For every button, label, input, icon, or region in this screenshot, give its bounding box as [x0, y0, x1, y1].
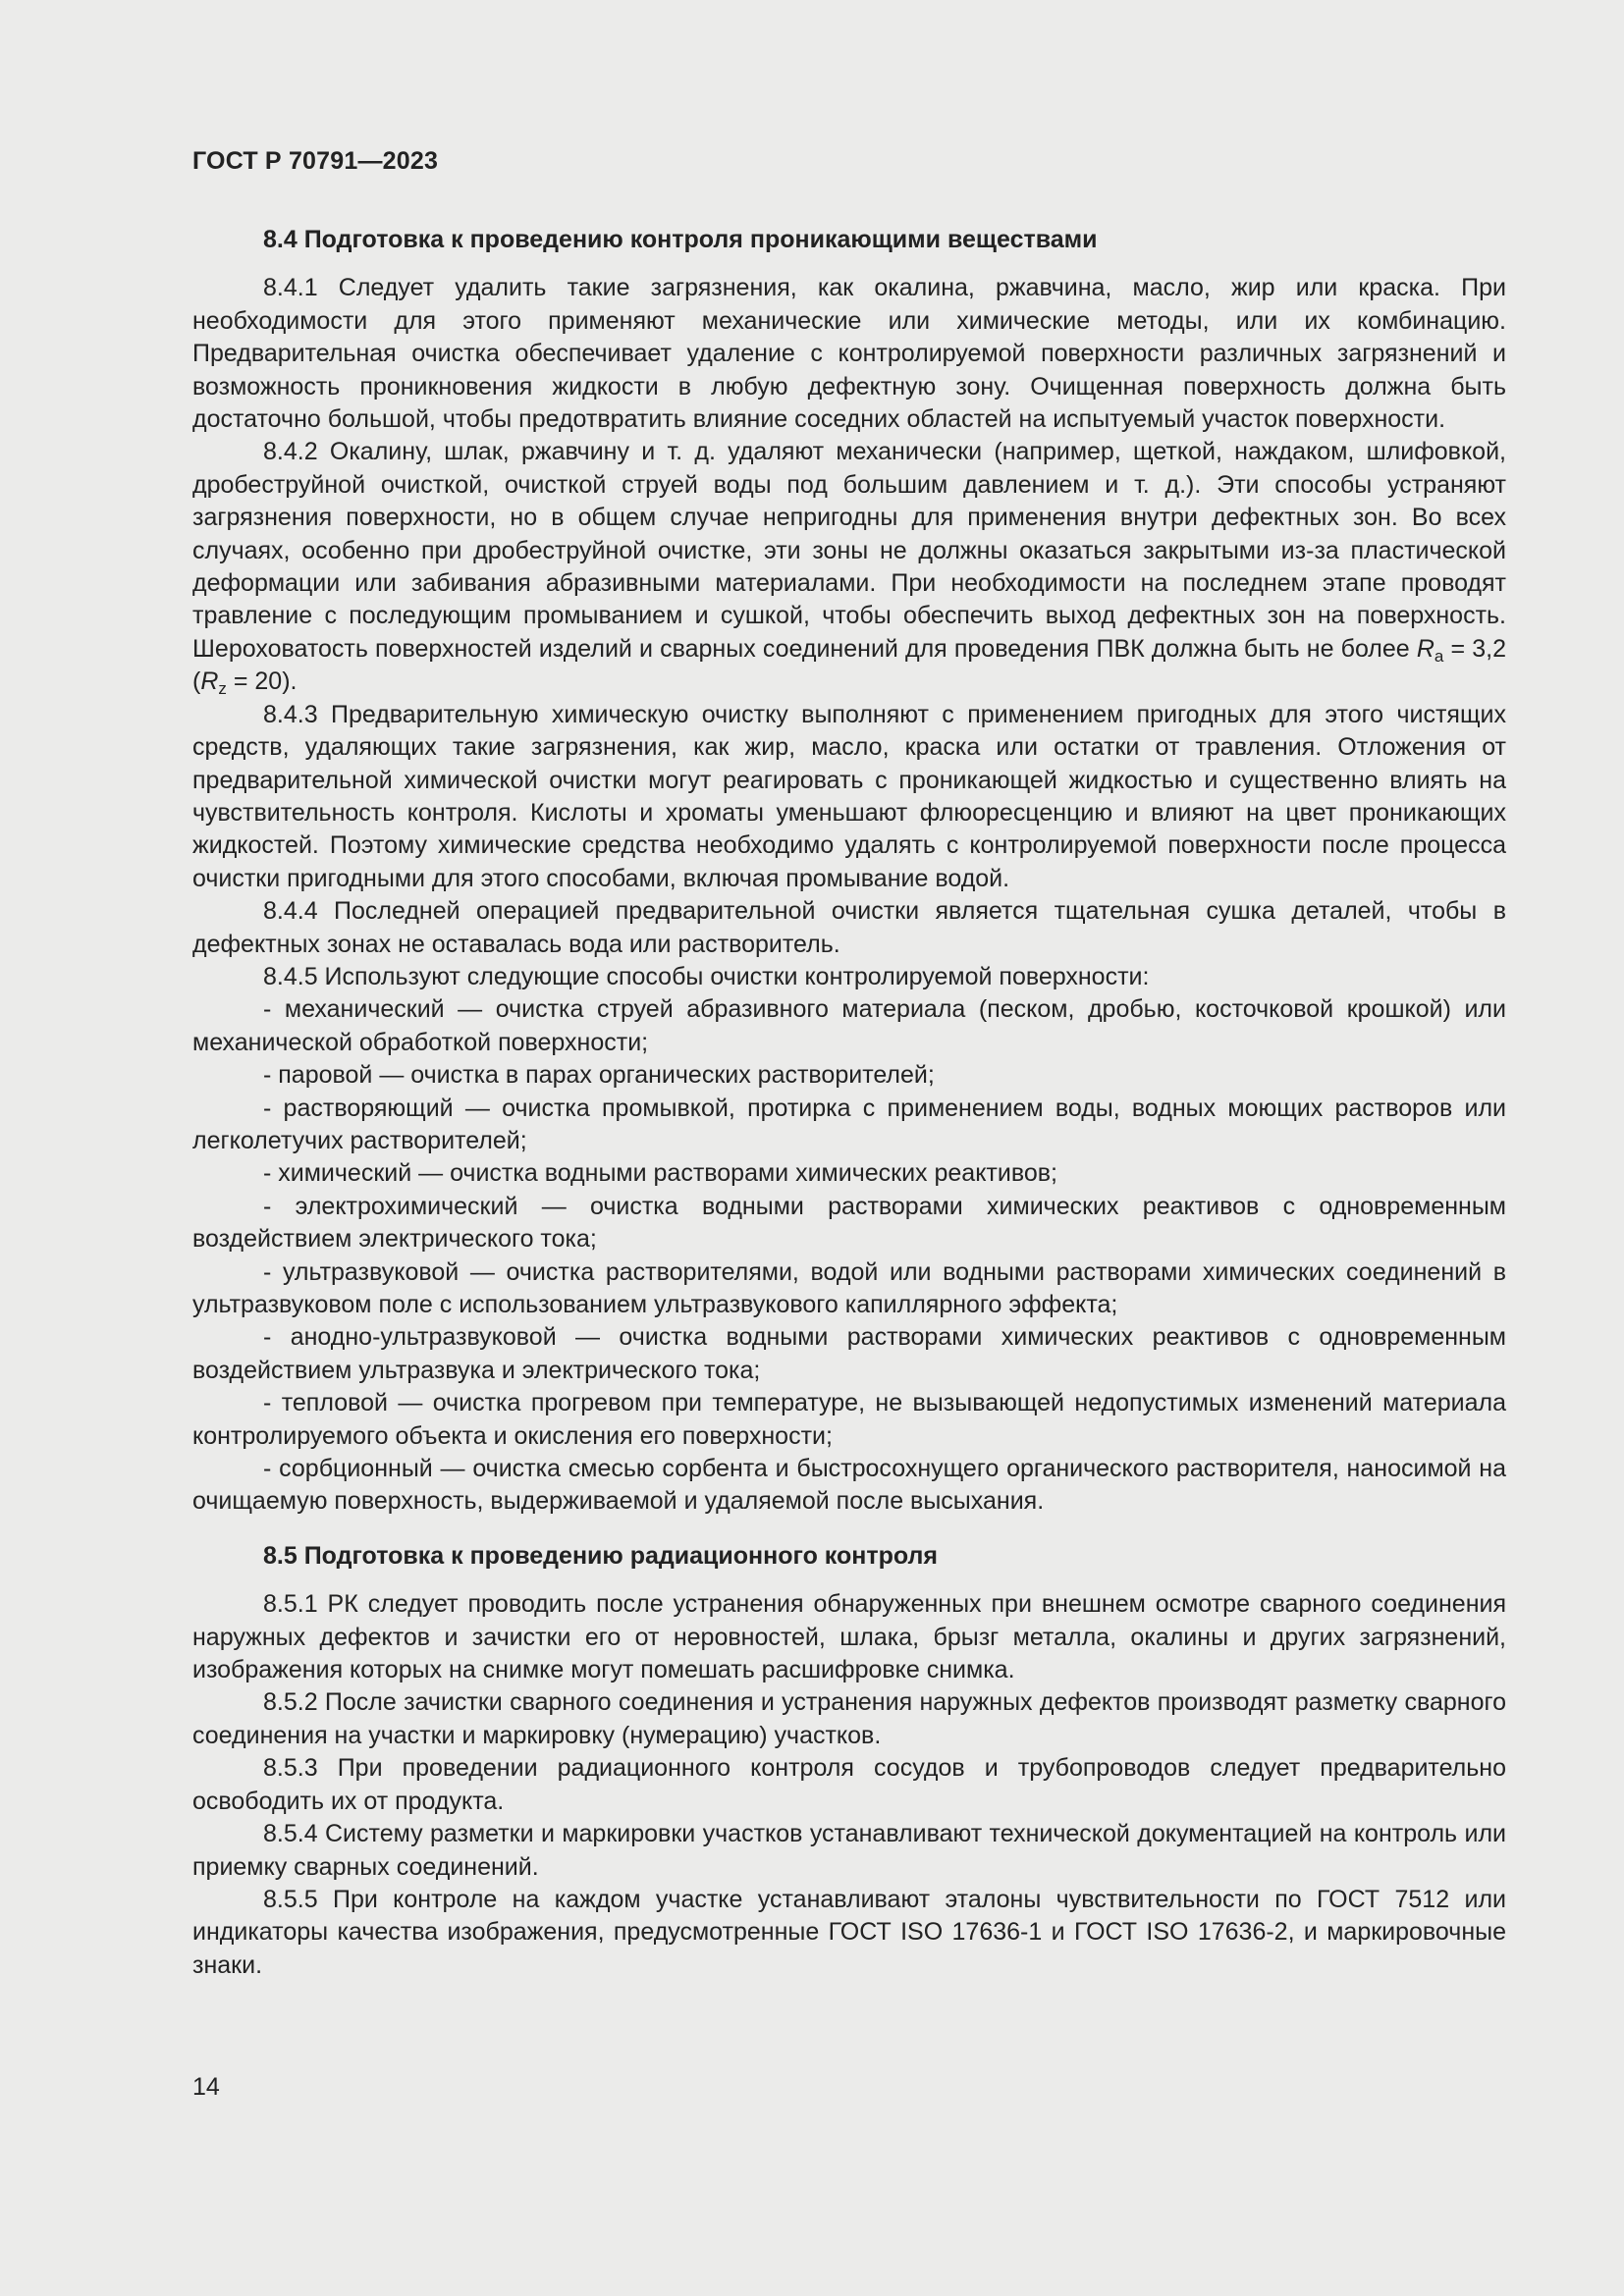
list-item-electrochemical: - электрохимический — очистка водными растворами химических реактивов с одновременным воздействием электрического тока; [192, 1192, 1506, 1254]
section-8-4-heading: 8.4 Подготовка к проведению контроля проникающими веществами [263, 226, 1098, 253]
list-item-chemical: - химический — очистка водными растворами химических реактивов; [263, 1159, 1057, 1188]
document-code-header: ГОСТ Р 70791—2023 [192, 147, 439, 175]
section-8-5-heading: 8.5 Подготовка к проведению радиационного контроля [263, 1541, 938, 1570]
list-item-ultrasonic: - ультразвуковой — очистка растворителями, водой или водными растворами химических соединений в ультразвуковом поле с использованием ультразвукового капиллярного эффекта; [192, 1257, 1506, 1318]
list-item-steam: - паровой — очистка в парах органических растворителей; [263, 1061, 935, 1090]
paragraph-8-5-5: 8.5.5 При контроле на каждом участке устанавливают эталоны чувствительности по ГОСТ 7512 или индикаторы качества изображения, предусмотренные ГОСТ ISO 17636-1 и ГОСТ ISO 17636-2, и маркировочные знаки. [192, 1885, 1506, 1979]
list-item-thermal: - тепловой — очистка прогревом при температуре, не вызывающей недопустимых изменений материала контролируемого объекта и окисления его поверхности; [192, 1389, 1506, 1450]
paragraph-8-4-5: 8.4.5 Используют следующие способы очистки контролируемой поверхности: [263, 962, 1150, 990]
paragraph-8-5-2: 8.5.2 После зачистки сварного соединения и устранения наружных дефектов производят разметку сварного соединения на участки и маркировку (нумерацию) участков. [192, 1688, 1506, 1749]
rz-symbol: R [200, 667, 219, 696]
paragraph-8-4-2 [192, 436, 1506, 698]
rz-value: = 20). [233, 667, 298, 696]
paragraph-8-4-3: 8.4.3 Предварительную химическую очистку выполняют с применением пригодных для этого чистящих средств, удаляющих такие загрязнения, как жир, масло, краска или остатки от травления. Отложения от предварительной химической очистки могут реагировать с проникающей жидкостью и существенно влиять на чувствительность контроля. Кислоты и хроматы уменьшают флюоресценцию и влияют на цвет проникающих жидкостей. Поэтому химические средства необходимо удалять с контролируемой поверхности после процесса очистки пригодными для этого способами, включая промывание водой. [192, 700, 1506, 892]
list-item-sorption: - сорбционный — очистка смесью сорбента и быстросохнущего органического растворителя, наносимой на очищаемую поверхность, выдерживаемой и удаляемой после высыхания. [192, 1455, 1506, 1516]
paragraph-8-4-1: 8.4.1 Следует удалить такие загрязнения, как окалина, ржавчина, масло, жир или краска. При необходимости для этого применяют механические или химические методы, или их комбинацию. Предварительная очистка обеспечивает удаление с контролируемой поверхности различных загрязнений и возможность проникновения жидкости в любую дефектную зону. Очищенная поверхность должна быть достаточно большой, чтобы предотвратить влияние соседних областей на испытуемый участок поверхности. [192, 274, 1506, 434]
paragraph-8-4-2-text: 8.4.2 Окалину, шлак, ржавчину и т. д. удаляют механически (например, щеткой, наждаком, шлифовкой, дробеструйной очисткой, очисткой струей воды под большим давлением и т. д.). Эти способы устраняют загрязнения поверхности, но в общем случае непригодны для применения внутри дефектных зон. Во всех случаях, особенно при дробеструйной очистке, эти зоны не должны оказаться закрытыми из-за пластической деформации или забивания абразивными материалами. При необходимости на последнем этапе проводят травление с последующим промыванием и сушкой, чтобы обеспечить выход дефектных зон на поверхность. Шероховатость поверхностей изделий и сварных соединений для проведения ПВК должна быть не более [192, 438, 1506, 663]
document-body [192, 224, 1506, 1982]
document-page [192, 0, 1506, 2296]
list-item-dissolving: - растворяющий — очистка промывкой, протирка с применением воды, водных моющих растворов или легколетучих растворителей; [192, 1094, 1506, 1154]
ra-subscript: a [1434, 646, 1444, 666]
paragraph-8-5-1: 8.5.1 РК следует проводить после устранения обнаруженных при внешнем осмотре сварного соединения наружных дефектов и зачистки его от неровностей, шлака, брызг металла, окалины и других загрязнений, изображения которых на снимке могут помешать расшифровке снимка. [192, 1590, 1506, 1684]
list-item-anodic-ultrasonic: - анодно-ультразвуковой — очистка водными растворами химических реактивов с одновременным воздействием ультразвука и электрического тока; [192, 1323, 1506, 1384]
paragraph-8-5-4: 8.5.4 Систему разметки и маркировки участков устанавливают технической документацией на контроль или приемку сварных соединений. [192, 1820, 1506, 1881]
ra-value: = 3,2 ( [192, 634, 1506, 696]
list-item-mechanical: - механический — очистка струей абразивного материала (песком, дробью, косточковой крошкой) или механической обработкой поверхности; [192, 995, 1506, 1056]
paragraph-8-5-3: 8.5.3 При проведении радиационного контроля сосудов и трубопроводов следует предварительно освободить их от продукта. [192, 1754, 1506, 1815]
ra-symbol: R [1416, 634, 1435, 663]
rz-subscript: z [218, 679, 227, 699]
paragraph-8-4-4: 8.4.4 Последней операцией предварительной очистки является тщательная сушка деталей, чтобы в дефектных зонах не оставалась вода или растворитель. [192, 897, 1506, 958]
page-number: 14 [192, 2073, 220, 2101]
